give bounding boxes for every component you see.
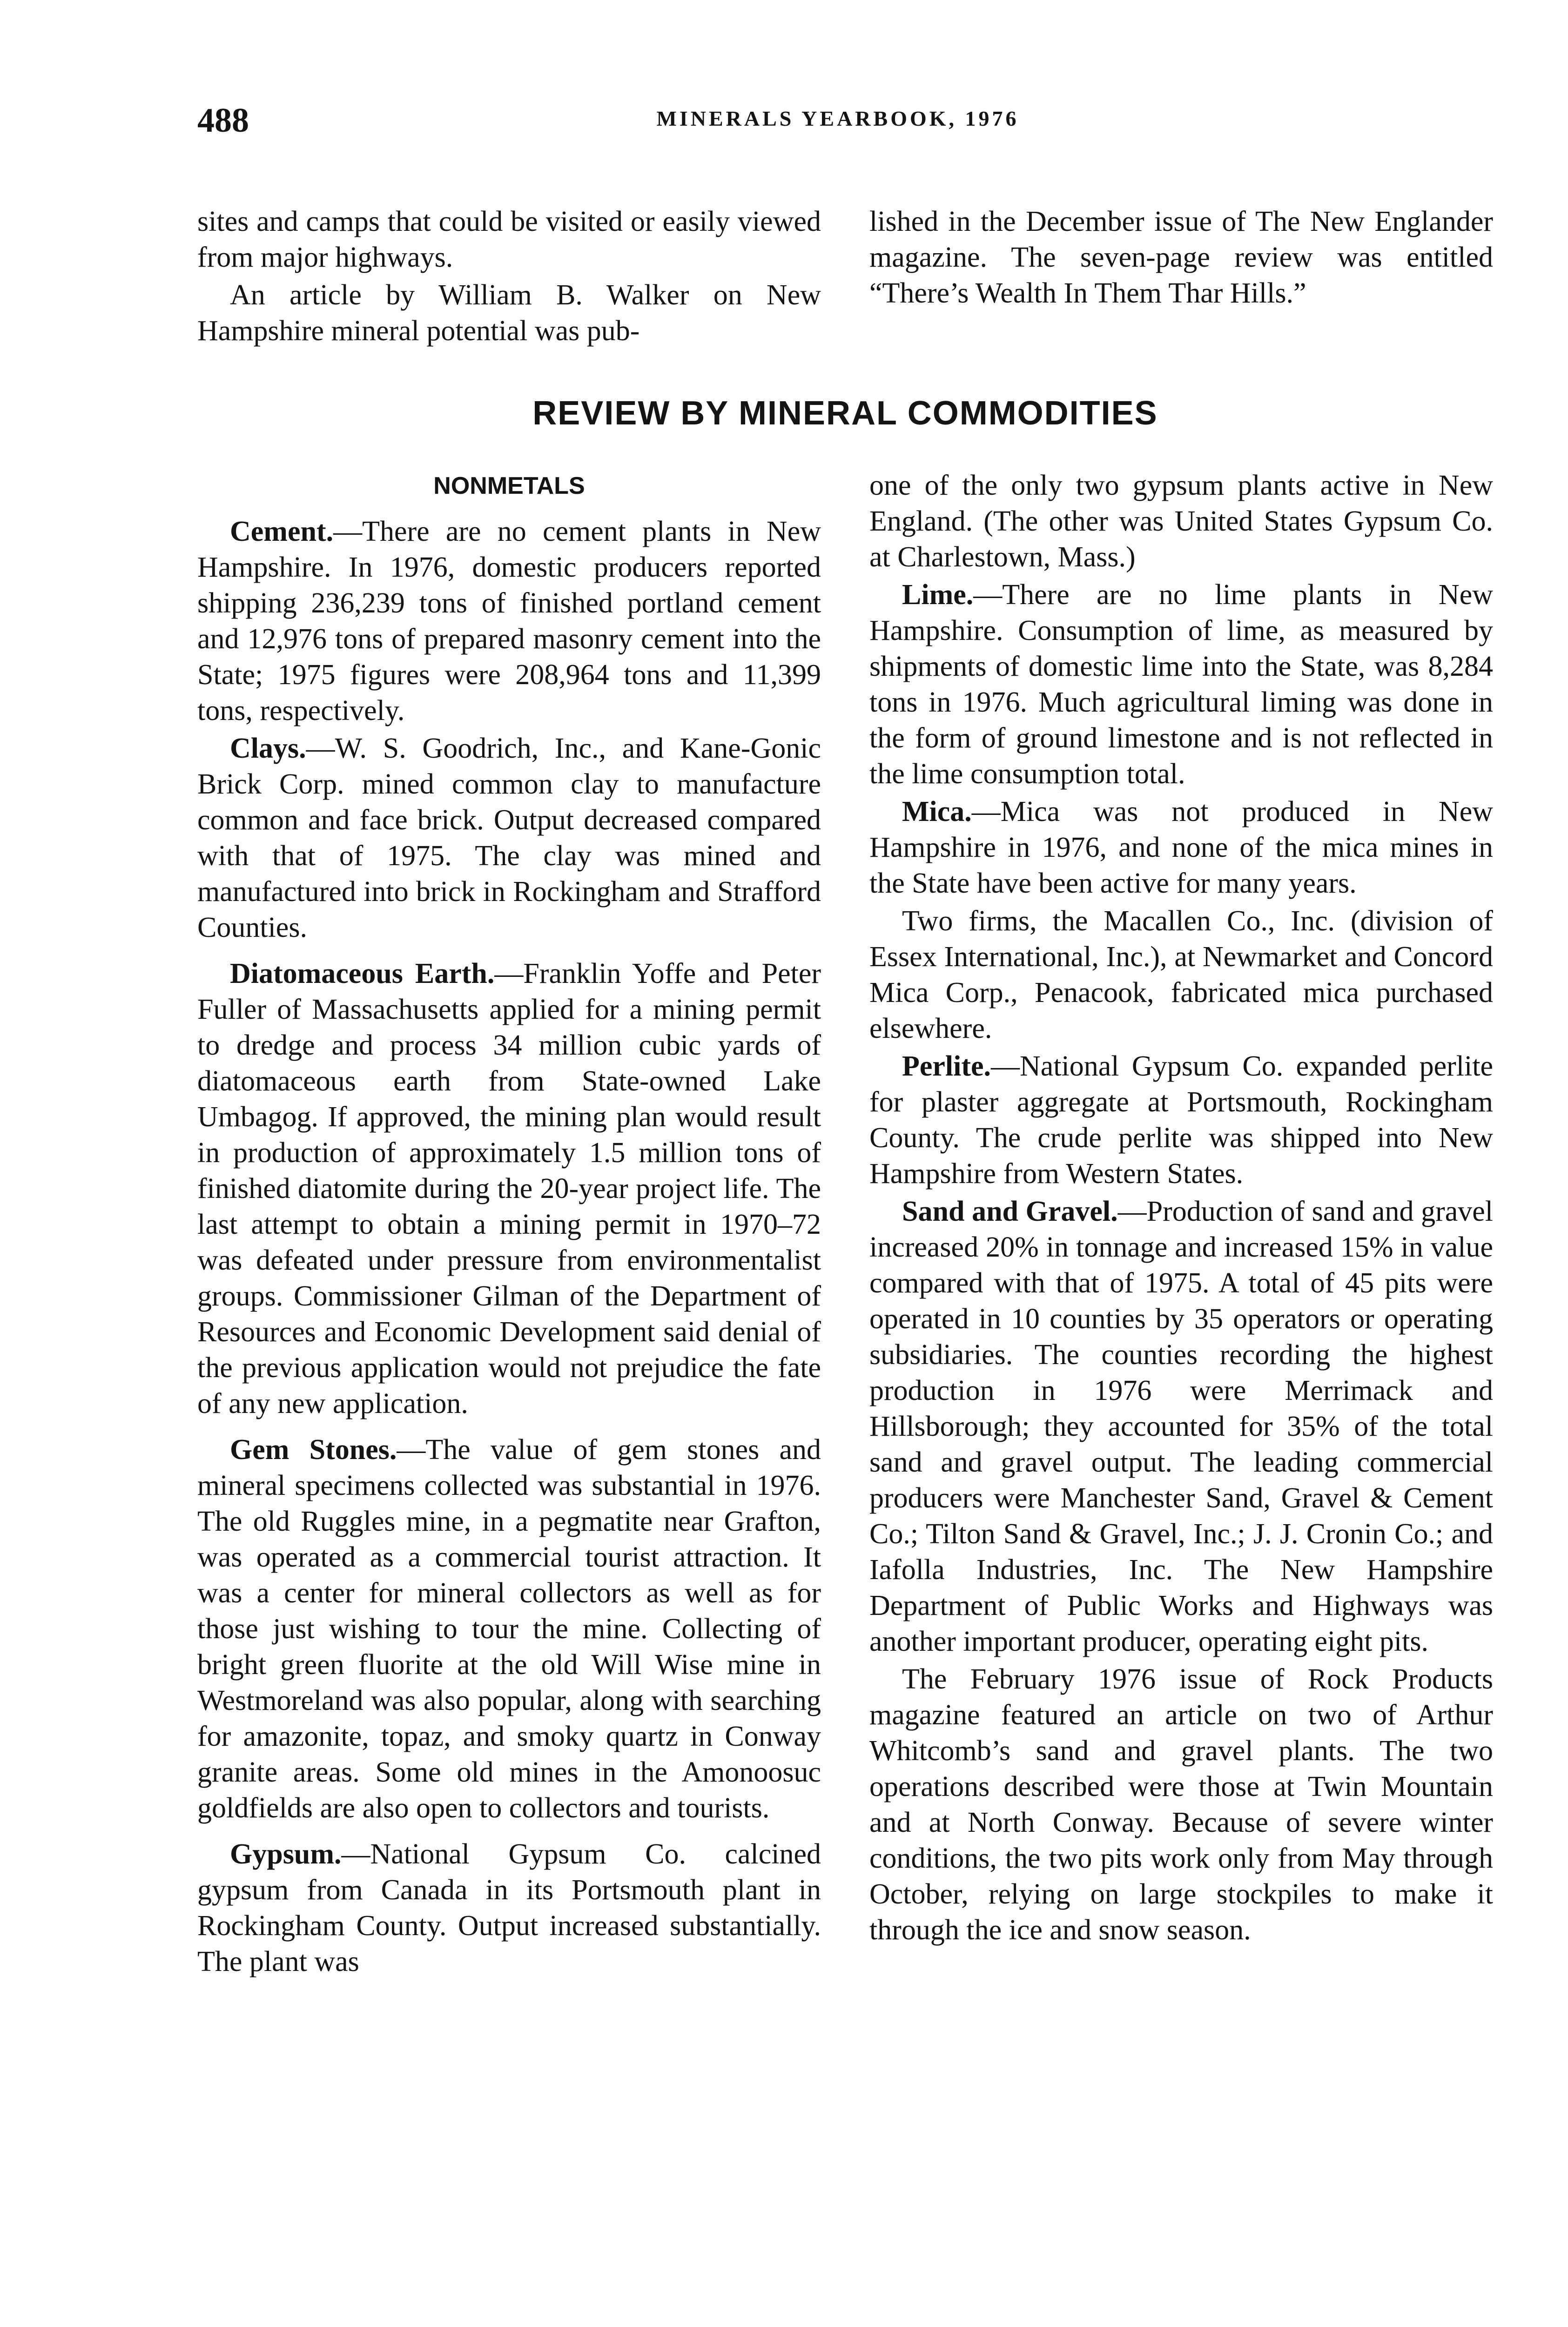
- right-column: [869, 468, 1493, 1948]
- entry-diatomaceous-earth: [197, 956, 821, 1422]
- entry-text: —National Gypsum Co. calcined gypsum from Canada in its Portsmouth plant in Rockingham County. Output increased substantially. The plant was: [197, 1838, 821, 1977]
- entry-cement: [197, 514, 821, 729]
- left-column: [197, 474, 821, 1980]
- intro-right-column: [869, 204, 1493, 311]
- entry-gem-stones: [197, 1432, 821, 1826]
- entry-text: —There are no lime plants in New Hampshire. Consumption of lime, as measured by shipments of domestic lime into the State, was 8,284 tons in 1976. Much agricultural liming was done in the form of ground limestone and is not reflected in the lime consumption total.: [869, 579, 1493, 790]
- intro-left-column: [197, 204, 821, 349]
- entry-text: The February 1976 issue of Rock Products magazine featured an article on two of Arthur Whitcomb’s sand and gravel plants. The two operations described were those at Twin Mountain and at North Conway. Because of severe winter conditions, the two pits work only from May through October, relying on large stockpiles to make it through the ice and snow season.: [869, 1663, 1493, 1946]
- page-number: 488: [197, 101, 249, 140]
- entry-text: one of the only two gypsum plants active in New England. (The other was United States Gypsum Co. at Charlestown, Mass.): [869, 470, 1493, 573]
- entry-mica-fabricators: [869, 903, 1493, 1047]
- entry-text: —Franklin Yoffe and Peter Fuller of Massachusetts applied for a mining permit to dredge and process 34 million cubic yards of diatomaceous earth from State-owned Lake Umbagog. If approved, the mining plan would result in production of approximately 1.5 million tons of finished diatomite during the 20-year project life. The last attempt to obtain a mining permit in 1970–72 was defeated under pressure from environmentalist groups. Commissioner Gilman of the Department of Resources and Economic Development said denial of the previous application would not prejudice the fate of any new application.: [197, 958, 821, 1419]
- entry-clays: [197, 731, 821, 946]
- paragraph: An article by William B. Walker on New Hampshire mineral potential was pub-: [197, 279, 821, 347]
- entry-text: —There are no cement plants in New Hampshire. In 1976, domestic producers reported shipping 236,239 tons of finished portland cement and 12,976 tons of prepared masonry cement into the State; 1975 figures were 208,964 tons and 11,399 tons, respectively.: [197, 516, 821, 726]
- entry-rock-products-article: [869, 1661, 1493, 1948]
- section-title: REVIEW BY MINERAL COMMODITIES: [532, 395, 1158, 432]
- entry-text: —Production of sand and gravel increased 20% in tonnage and increased 15% in value compared with that of 1975. A total of 45 pits were operated in 10 counties by 35 operators or operating subsidiaries. The counties recording the highest production in 1976 were Merrimack and Hillsborough; they accounted for 35% of the total sand and gravel output. The leading commercial producers were Manchester Sand, Gravel & Cement Co.; Tilton Sand & Gravel, Inc.; J. J. Cronin Co.; and Iafolla Industries, Inc. The New Hampshire Department of Public Works and Highways was another important producer, operating eight pits.: [869, 1196, 1493, 1657]
- entry-heading: Lime.: [902, 579, 974, 611]
- entry-heading: Diatomaceous Earth.: [230, 958, 495, 989]
- entry-lime: [869, 577, 1493, 792]
- entry-heading: Sand and Gravel.: [902, 1196, 1118, 1227]
- paragraph: sites and camps that could be visited or easily viewed from major highways.: [197, 206, 821, 273]
- entry-heading: Gypsum.: [230, 1838, 342, 1870]
- entry-gypsum: [197, 1836, 821, 1980]
- entry-heading: Clays.: [230, 733, 306, 764]
- entry-gypsum-continued: [869, 468, 1493, 575]
- entry-sand-and-gravel: [869, 1194, 1493, 1660]
- entry-text: —The value of gem stones and mineral specimens collected was substantial in 1976. The old Ruggles mine, in a pegmatite near Grafton, was operated as a commercial tourist attraction. It was a center for mineral collectors as well as for those just wishing to tour the mine. Collecting of bright green fluorite at the old Will Wise mine in Westmoreland was also popular, along with searching for amazonite, topaz, and smoky quartz in Conway granite areas. Some old mines in the Amonoosuc goldfields are also open to collectors and tourists.: [197, 1434, 821, 1824]
- entry-text: Two firms, the Macallen Co., Inc. (division of Essex International, Inc.), at Newmarket and Concord Mica Corp., Penacook, fabricated mica purchased elsewhere.: [869, 905, 1493, 1044]
- entry-heading: Mica.: [902, 796, 972, 827]
- entry-mica: [869, 794, 1493, 901]
- subhead-nonmetals: NONMETALS: [433, 472, 585, 499]
- entry-heading: Gem Stones.: [230, 1434, 397, 1466]
- running-title: MINERALS YEARBOOK, 1976: [656, 107, 1019, 130]
- entry-perlite: [869, 1049, 1493, 1192]
- entry-heading: Cement.: [230, 516, 334, 547]
- entry-text: —National Gypsum Co. expanded perlite for plaster aggregate at Portsmouth, Rockingham County. The crude perlite was shipped into New Hampshire from Western States.: [869, 1050, 1493, 1190]
- paragraph: lished in the December issue of The New Englander magazine. The seven-page review was entitled “There’s Wealth In Them Thar Hills.”: [869, 206, 1493, 309]
- entry-text: —W. S. Goodrich, Inc., and Kane-Gonic Brick Corp. mined common clay to manufacture common and face brick. Output decreased compared with that of 1975. The clay was mined and manufactured into brick in Rockingham and Strafford Counties.: [197, 733, 821, 943]
- entry-text: —Mica was not produced in New Hampshire in 1976, and none of the mica mines in the State have been active for many years.: [869, 796, 1493, 899]
- entry-heading: Perlite.: [902, 1050, 991, 1082]
